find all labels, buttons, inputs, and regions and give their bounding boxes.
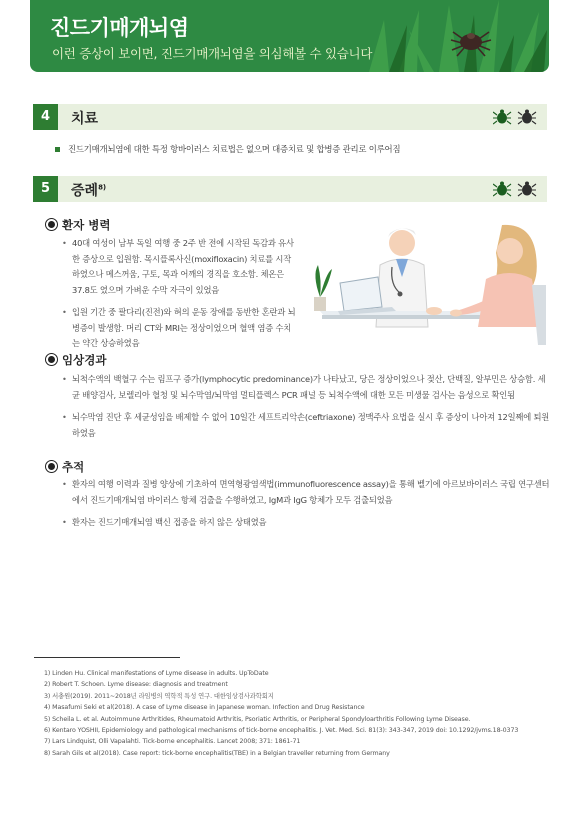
history-list: [62, 236, 297, 359]
tick-icon: [493, 180, 539, 198]
circle-bullet-icon: [46, 219, 57, 230]
footnote: 5) Scheila L. et al. Autoimmune Arthritides, Rheumatoid Arthritis, Psoriatic Arthritis, or Peripheral Spondyloarthritis Following Lyme Disease.: [44, 715, 471, 723]
list-item: • 뇌척수액의 백혈구 수는 림프구 증가(lymphocytic predominance)가 나타났고, 당은 정상이었으나 젖산, 단백질, 알부민은 상승함. 세균 배양검사, 보렐리아 혈청 및 뇌수막염/뇌막염 멀티플렉스 PCR 패널 등 뇌척수액에 대한 모든 미생물 검사는 음성으로 확인됨: [62, 372, 550, 403]
footnote: 1) Linden Hu. Clinical manifestations of Lyme disease in adults. UpToDate: [44, 670, 269, 677]
footnote: 4) Masafumi Seki et al(2018). A case of Lyme disease in Japanese woman. Infection and Drug Resistance: [44, 704, 365, 712]
subheading-clinical-course: 임상경과: [46, 352, 106, 368]
bullet-square: [55, 147, 60, 152]
tick-icon: [493, 108, 539, 126]
footnote: 7) Lars Lindquist, Olli Vapalahti. Tick-borne encephalitis. Lancet 2008; 371: 1861-71: [44, 738, 301, 746]
footnote: 3) 서충원(2019). 2011~2018년 라임병의 역학적 특성 연구. 대한임상검사과학회지: [44, 692, 274, 700]
footnote: 2) Robert T. Schoen. Lyme disease: diagnosis and treatment: [44, 681, 228, 689]
section-title: 치료: [71, 111, 99, 127]
doctor-patient-illustration: [310, 215, 550, 350]
list-item: • 뇌수막염 진단 후 세균성임을 배제할 수 없어 10일간 세프트리악손(ceftriaxone) 정맥주사 요법을 실시 후 증상이 나아져 12일째에 퇴원하였음: [62, 410, 550, 441]
clinical-course-list: [62, 372, 550, 448]
page-subtitle: 이런 증상이 보이면, 진드기매개뇌염을 의심해볼 수 있습니다: [52, 46, 373, 61]
footnote: 6) Kentaro YOSHII, Epidemiology and pathological mechanisms of tick-borne encephalitis. J. Vet. Med. Sci. 81(3): 343-347, 2019 doi: 10.1292/jvms.18-0373: [44, 727, 519, 735]
circle-bullet-icon: [46, 354, 57, 365]
list-item: • 환자의 여행 이력과 질병 양상에 기초하여 면역형광염색법(immunofluorescence assay)을 통해 벨기에 아르보바이러스 국립 연구센터에서 진드기매개뇌염 바이러스 항체 검출을 수행하였고, IgM과 IgG 항체가 모두 검출되었음: [62, 477, 550, 508]
section-number: 4: [33, 104, 58, 130]
list-item: • 입원 기간 중 팔다리(진전)와 혀의 운동 장애를 동반한 혼란과 뇌병증이 발생함. 머리 CT와 MRI는 정상이었으며 혈액 염증 수치는 약간 상승하였음: [62, 305, 297, 352]
list-item: • 40대 여성이 남부 독일 여행 중 2주 반 전에 시작된 독감과 유사한 증상으로 입원함. 목시플록사신(moxifloxacin) 치료를 시작하였으나 메스꺼움, 구토, 목과 어깨의 경직을 호소함. 체온은 37.8도 였으며 가벼운 수막 자극이 있었음: [62, 236, 297, 298]
footnote-divider: [34, 657, 180, 658]
follow-up-list: [62, 477, 550, 538]
circle-bullet-icon: [46, 461, 57, 472]
grass-tick-illustration: [349, 0, 549, 72]
page-title: 진드기매개뇌염: [50, 16, 189, 40]
treatment-text: 진드기매개뇌염에 대한 특정 항바이러스 치료법은 없으며 대증치료 및 합병증 관리로 이루어짐: [55, 141, 400, 157]
section-number: 5: [33, 176, 58, 202]
section-title: 증례$^{8)}$: [71, 183, 107, 199]
footnote: 8) Sarah Gils et al(2018). Case report: tick-borne encephalitis(TBE) in a Belgian traveller returning from Germany: [44, 749, 390, 757]
subheading-history: 환자 병력: [46, 217, 110, 233]
section-5-header: [33, 176, 547, 202]
footnotes-list: [44, 668, 518, 759]
section-4-header: [33, 104, 547, 130]
list-item: • 환자는 진드기매개뇌염 백신 접종을 하지 않은 상태였음: [62, 515, 550, 531]
subheading-follow-up: 추적: [46, 459, 84, 475]
page-header: [30, 0, 549, 72]
